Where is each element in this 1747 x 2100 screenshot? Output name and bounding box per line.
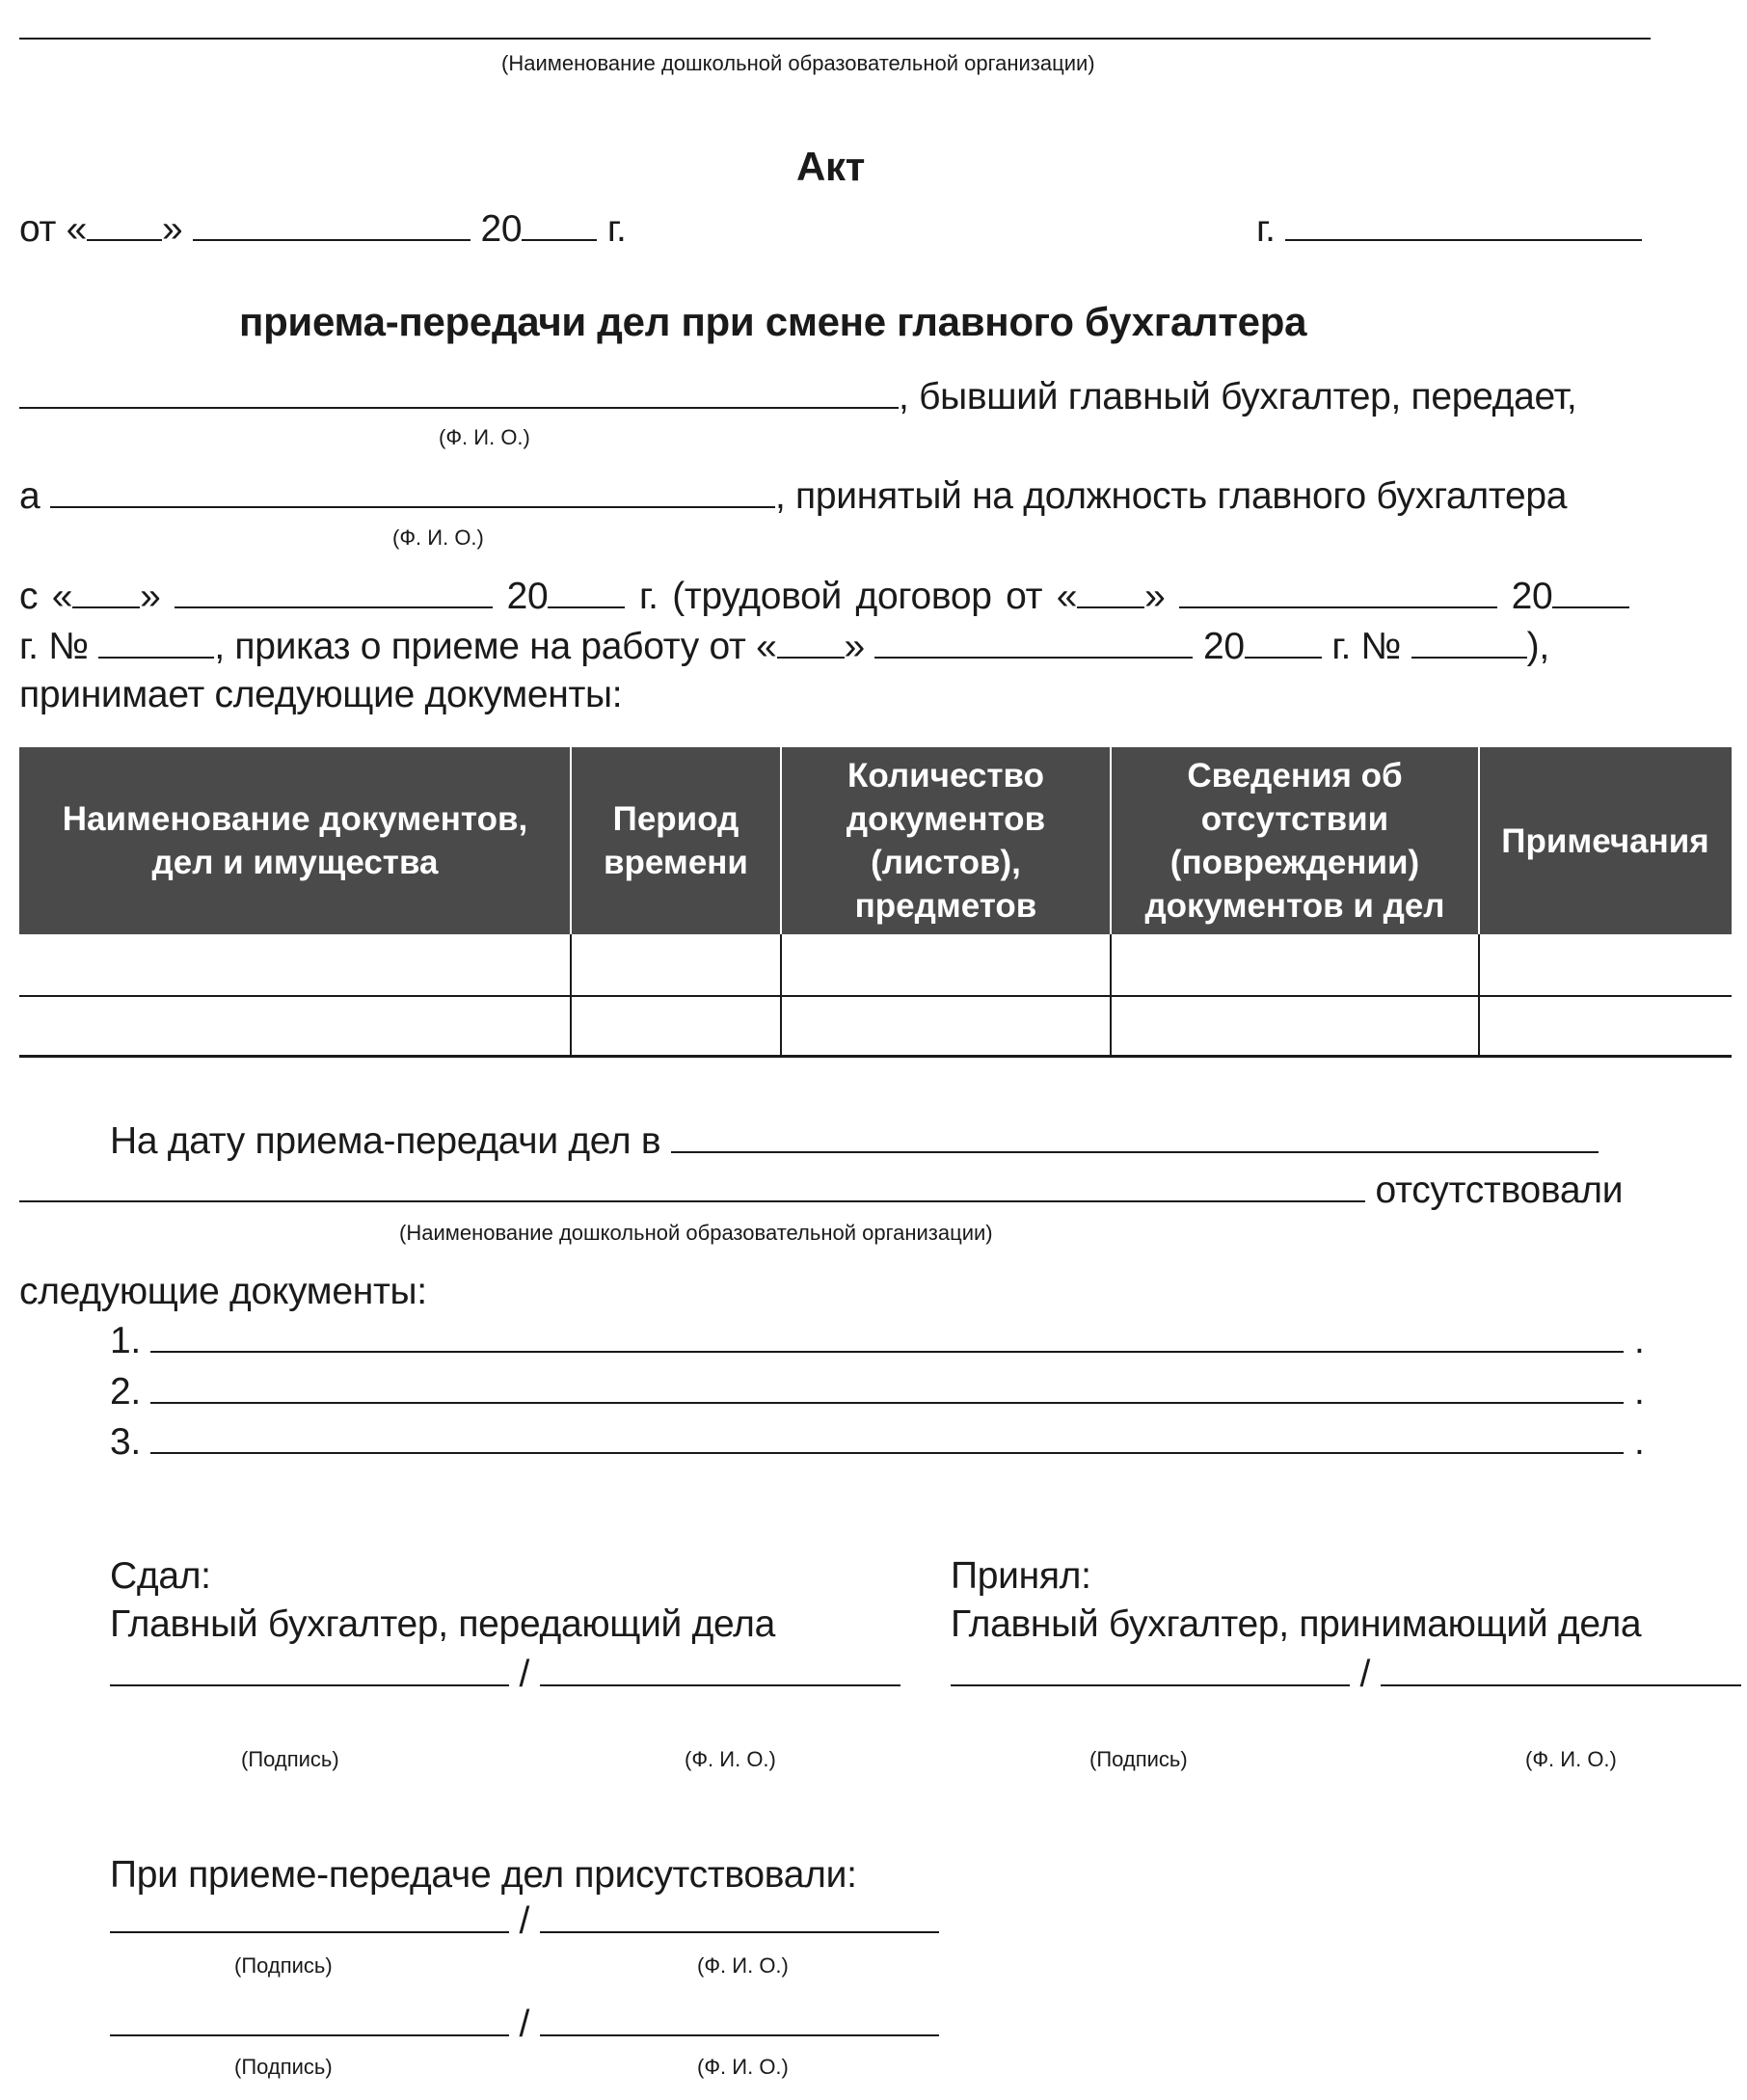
order-year-prefix: 20 xyxy=(1202,626,1245,667)
contract-month-field[interactable] xyxy=(1179,578,1497,608)
table-header xyxy=(19,747,1732,934)
item-number: 2. xyxy=(110,1371,141,1413)
received-sign-line xyxy=(951,1656,1741,1693)
contract-label: г. (трудовой договор от « xyxy=(638,576,1078,617)
absent-label: отсутствовали xyxy=(1375,1170,1624,1211)
column-header-name: Наименование документов, дел и имущества xyxy=(62,800,528,881)
order-day-field[interactable] xyxy=(777,628,845,659)
witness-sign-caption: (Подпись) xyxy=(234,2055,333,2079)
witness-sign-line xyxy=(110,2006,939,2043)
slash: / xyxy=(519,2004,530,2045)
order-label: , приказ о приеме на работу от « xyxy=(214,626,777,667)
missing-org-caption: (Наименование дошкольной образовательной организации) xyxy=(399,1221,993,1245)
start-prefix: с « xyxy=(19,576,73,617)
handed-sign-caption: (Подпись) xyxy=(241,1747,339,1771)
year-suffix: г. xyxy=(606,208,627,250)
order-close: ), xyxy=(1526,626,1549,667)
missing-item xyxy=(110,1322,1645,1360)
document-title: Акт xyxy=(796,144,866,189)
column-header-notes: Примечания xyxy=(1501,821,1709,860)
witness-fio-field[interactable] xyxy=(540,1902,939,1933)
new-fio-caption: (Ф. И. О.) xyxy=(392,525,484,550)
received-signature-field[interactable] xyxy=(951,1656,1350,1686)
city-line xyxy=(1256,210,1642,248)
header-divider xyxy=(570,747,572,934)
order-year-field[interactable] xyxy=(1245,628,1322,659)
month-field[interactable] xyxy=(193,210,470,241)
org-name-line[interactable] xyxy=(19,38,1651,40)
missing-intro: На дату приема-передачи дел в xyxy=(110,1120,661,1162)
missing-item-field[interactable] xyxy=(150,1322,1624,1353)
missing-org-field-1[interactable] xyxy=(671,1122,1599,1153)
missing-item-field[interactable] xyxy=(150,1423,1624,1454)
contract-number-field[interactable] xyxy=(98,628,214,659)
column-header-absence: Сведения об отсутствии (повреждении) документов и дел xyxy=(1144,757,1445,925)
order-number-label: г. № xyxy=(1331,626,1402,667)
item-end: . xyxy=(1634,1371,1645,1413)
header-divider xyxy=(1478,747,1480,934)
start-quote-close: » xyxy=(140,576,161,617)
city-field[interactable] xyxy=(1285,210,1642,241)
received-label: Принял: xyxy=(951,1555,1091,1597)
row-divider xyxy=(19,995,1732,997)
former-fio-caption: (Ф. И. О.) xyxy=(439,425,530,449)
witness-sign-caption: (Подпись) xyxy=(234,1953,333,1978)
day-field[interactable] xyxy=(87,210,162,241)
contract-year-field[interactable] xyxy=(1552,578,1629,608)
received-sign-caption: (Подпись) xyxy=(1089,1747,1188,1771)
witness-sign-line xyxy=(110,1902,939,1940)
received-fio-field[interactable] xyxy=(1381,1656,1741,1686)
header-divider xyxy=(1110,747,1112,934)
handed-signature-field[interactable] xyxy=(110,1656,509,1686)
contract-year-prefix: 20 xyxy=(1511,576,1553,617)
column-divider xyxy=(1110,934,1112,1057)
missing-absent-line xyxy=(19,1171,1623,1209)
accepts-documents-text: принимает следующие документы: xyxy=(19,674,623,715)
order-month-field[interactable] xyxy=(874,628,1193,659)
start-month-field[interactable] xyxy=(175,578,493,608)
witness-signature-field[interactable] xyxy=(110,1902,509,1933)
missing-item xyxy=(110,1423,1645,1461)
following-documents-label: следующие документы: xyxy=(19,1271,427,1312)
column-divider xyxy=(570,934,572,1057)
handed-label: Сдал: xyxy=(110,1555,211,1597)
start-year-prefix: 20 xyxy=(506,576,549,617)
item-end: . xyxy=(1634,1320,1645,1361)
order-line xyxy=(19,628,1549,665)
column-header-quantity: Количество документов (листов), предметов xyxy=(846,757,1046,925)
item-number: 3. xyxy=(110,1421,141,1463)
contract-day-field[interactable] xyxy=(1077,578,1144,608)
received-role: Главный бухгалтер, принимающий дела xyxy=(951,1603,1642,1645)
item-number: 1. xyxy=(110,1320,141,1361)
missing-item-field[interactable] xyxy=(150,1373,1624,1404)
contract-quote-close: » xyxy=(1144,576,1166,617)
handed-role: Главный бухгалтер, передающий дела xyxy=(110,1603,775,1645)
column-divider xyxy=(780,934,782,1057)
city-prefix: г. xyxy=(1256,208,1276,250)
missing-org-field-2[interactable] xyxy=(19,1171,1365,1202)
witness-signature-field[interactable] xyxy=(110,2006,509,2036)
table-row[interactable] xyxy=(19,934,1732,996)
year-field[interactable] xyxy=(522,210,597,241)
witness-fio-caption: (Ф. И. О.) xyxy=(697,2055,789,2079)
date-quote-close: » xyxy=(162,208,183,250)
column-divider xyxy=(1478,934,1480,1057)
item-end: . xyxy=(1634,1421,1645,1463)
former-suffix: , бывший главный бухгалтер, передает, xyxy=(899,376,1577,417)
handed-fio-caption: (Ф. И. О.) xyxy=(685,1747,776,1771)
former-accountant-line xyxy=(19,378,1576,416)
witnesses-label: При приеме-передаче дел присутствовали: xyxy=(110,1854,857,1896)
former-fio-field[interactable] xyxy=(19,378,899,409)
new-accountant-line xyxy=(19,477,1567,515)
slash: / xyxy=(1359,1654,1371,1695)
start-year-field[interactable] xyxy=(548,578,625,608)
handed-sign-line xyxy=(110,1656,900,1693)
handed-fio-field[interactable] xyxy=(540,1656,900,1686)
date-line xyxy=(19,210,627,248)
table-row[interactable] xyxy=(19,996,1732,1057)
new-suffix: , принятый на должность главного бухгалтера xyxy=(774,475,1568,517)
received-fio-caption: (Ф. И. О.) xyxy=(1525,1747,1617,1771)
date-prefix: от « xyxy=(19,208,88,250)
start-day-field[interactable] xyxy=(72,578,140,608)
witness-fio-field[interactable] xyxy=(540,2006,939,2036)
slash: / xyxy=(519,1654,530,1695)
witness-fio-caption: (Ф. И. О.) xyxy=(697,1953,789,1978)
missing-intro-line xyxy=(110,1122,1599,1160)
missing-item xyxy=(110,1373,1645,1411)
contract-number-label: г. № xyxy=(19,626,89,667)
org-name-caption: (Наименование дошкольной образовательной организации) xyxy=(501,51,1095,75)
order-number-field[interactable] xyxy=(1411,628,1527,659)
order-quote-close: » xyxy=(844,626,865,667)
start-date-line xyxy=(19,578,1629,615)
new-fio-field[interactable] xyxy=(50,477,775,508)
header-divider xyxy=(780,747,782,934)
document-subtitle: приема-передачи дел при смене главного бухгалтера xyxy=(239,299,1307,344)
slash: / xyxy=(519,1900,530,1942)
column-header-period: Период времени xyxy=(604,800,748,881)
new-prefix: а xyxy=(19,475,40,517)
table-bottom-border xyxy=(19,1055,1732,1058)
year-prefix: 20 xyxy=(480,208,523,250)
